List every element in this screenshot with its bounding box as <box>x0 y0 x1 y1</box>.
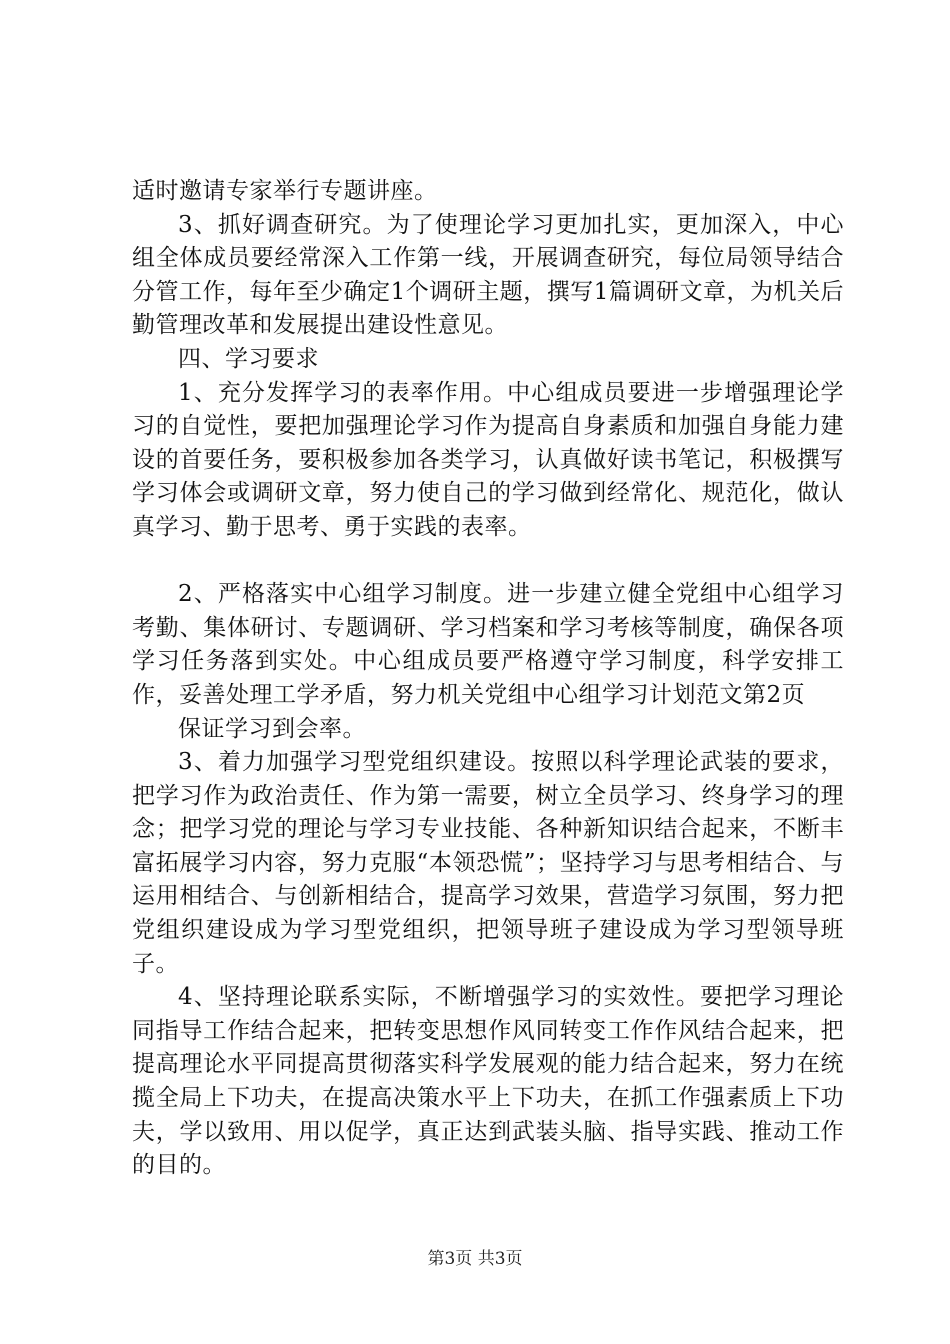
paragraph-practice: 4、坚持理论联系实际，不断增强学习的实效性。要把学习理论同指导工作结合起来，把转变思想作风同转变工作作风结合起来，把提高理论水平同提高贯彻落实科学发展观的能力结合起来，努力在统揽全局上下功夫，在提高决策水平上下功夫，在抓工作强素质上下功夫，学以致用、用以促学，真正达到武装头脑、指导实践、推动工作的目的。 <box>132 984 844 1179</box>
paragraph-study-system: 2、严格落实中心组学习制度。进一步建立健全党组中心组学习考勤、集体研讨、专题调研、学习档案和学习考核等制度，确保各项学习任务落到实处。中心组成员要严格遵守学习制度，科学安排工作，妥善处理工学矛盾，努力机关党组中心组学习计划范文第2页 <box>132 581 844 708</box>
paragraph-continuation: 适时邀请专家举行专题讲座。 <box>132 178 438 204</box>
paragraph-research: 3、抓好调查研究。为了使理论学习更加扎实，更加深入，中心组全体成员要经常深入工作第一线，开展调查研究，每位局领导结合分管工作，每年至少确定1个调研主题，撰写1篇调研文章，为机关后勤管理改革和发展提出建设性意见。 <box>132 211 844 339</box>
page-footer: 第3页 共3页 <box>427 1249 523 1269</box>
paragraph-exemplary-role: 1、充分发挥学习的表率作用。中心组成员要进一步增强理论学习的自觉性，要把加强理论学习作为提高自身素质和加强自身能力建设的首要任务，要积极参加各类学习，认真做好读书笔记，积极撰写学习体会或调研文章，努力使自己的学习做到经常化、规范化，做认真学习、勤于思考、勇于实践的表率。 <box>132 379 844 540</box>
document-body <box>132 175 844 1183</box>
paragraph-learning-organization: 3、着力加强学习型党组织建设。按照以科学理论武装的要求，把学习作为政治责任、作为第一需要，树立全员学习、终身学习的理念；把学习党的理论与学习专业技能、各种新知识结合起来，不断丰富拓展学习内容，努力克服“本领恐慌”；坚持学习与思考相结合、与运用相结合、与创新相结合，提高学习效果，营造学习氛围，努力把党组织建设成为学习型党组织，把领导班子建设成为学习型领导班子。 <box>132 749 844 977</box>
section-heading-requirements: 四、学习要求 <box>178 345 319 372</box>
paragraph-attendance: 保证学习到会率。 <box>178 715 366 742</box>
